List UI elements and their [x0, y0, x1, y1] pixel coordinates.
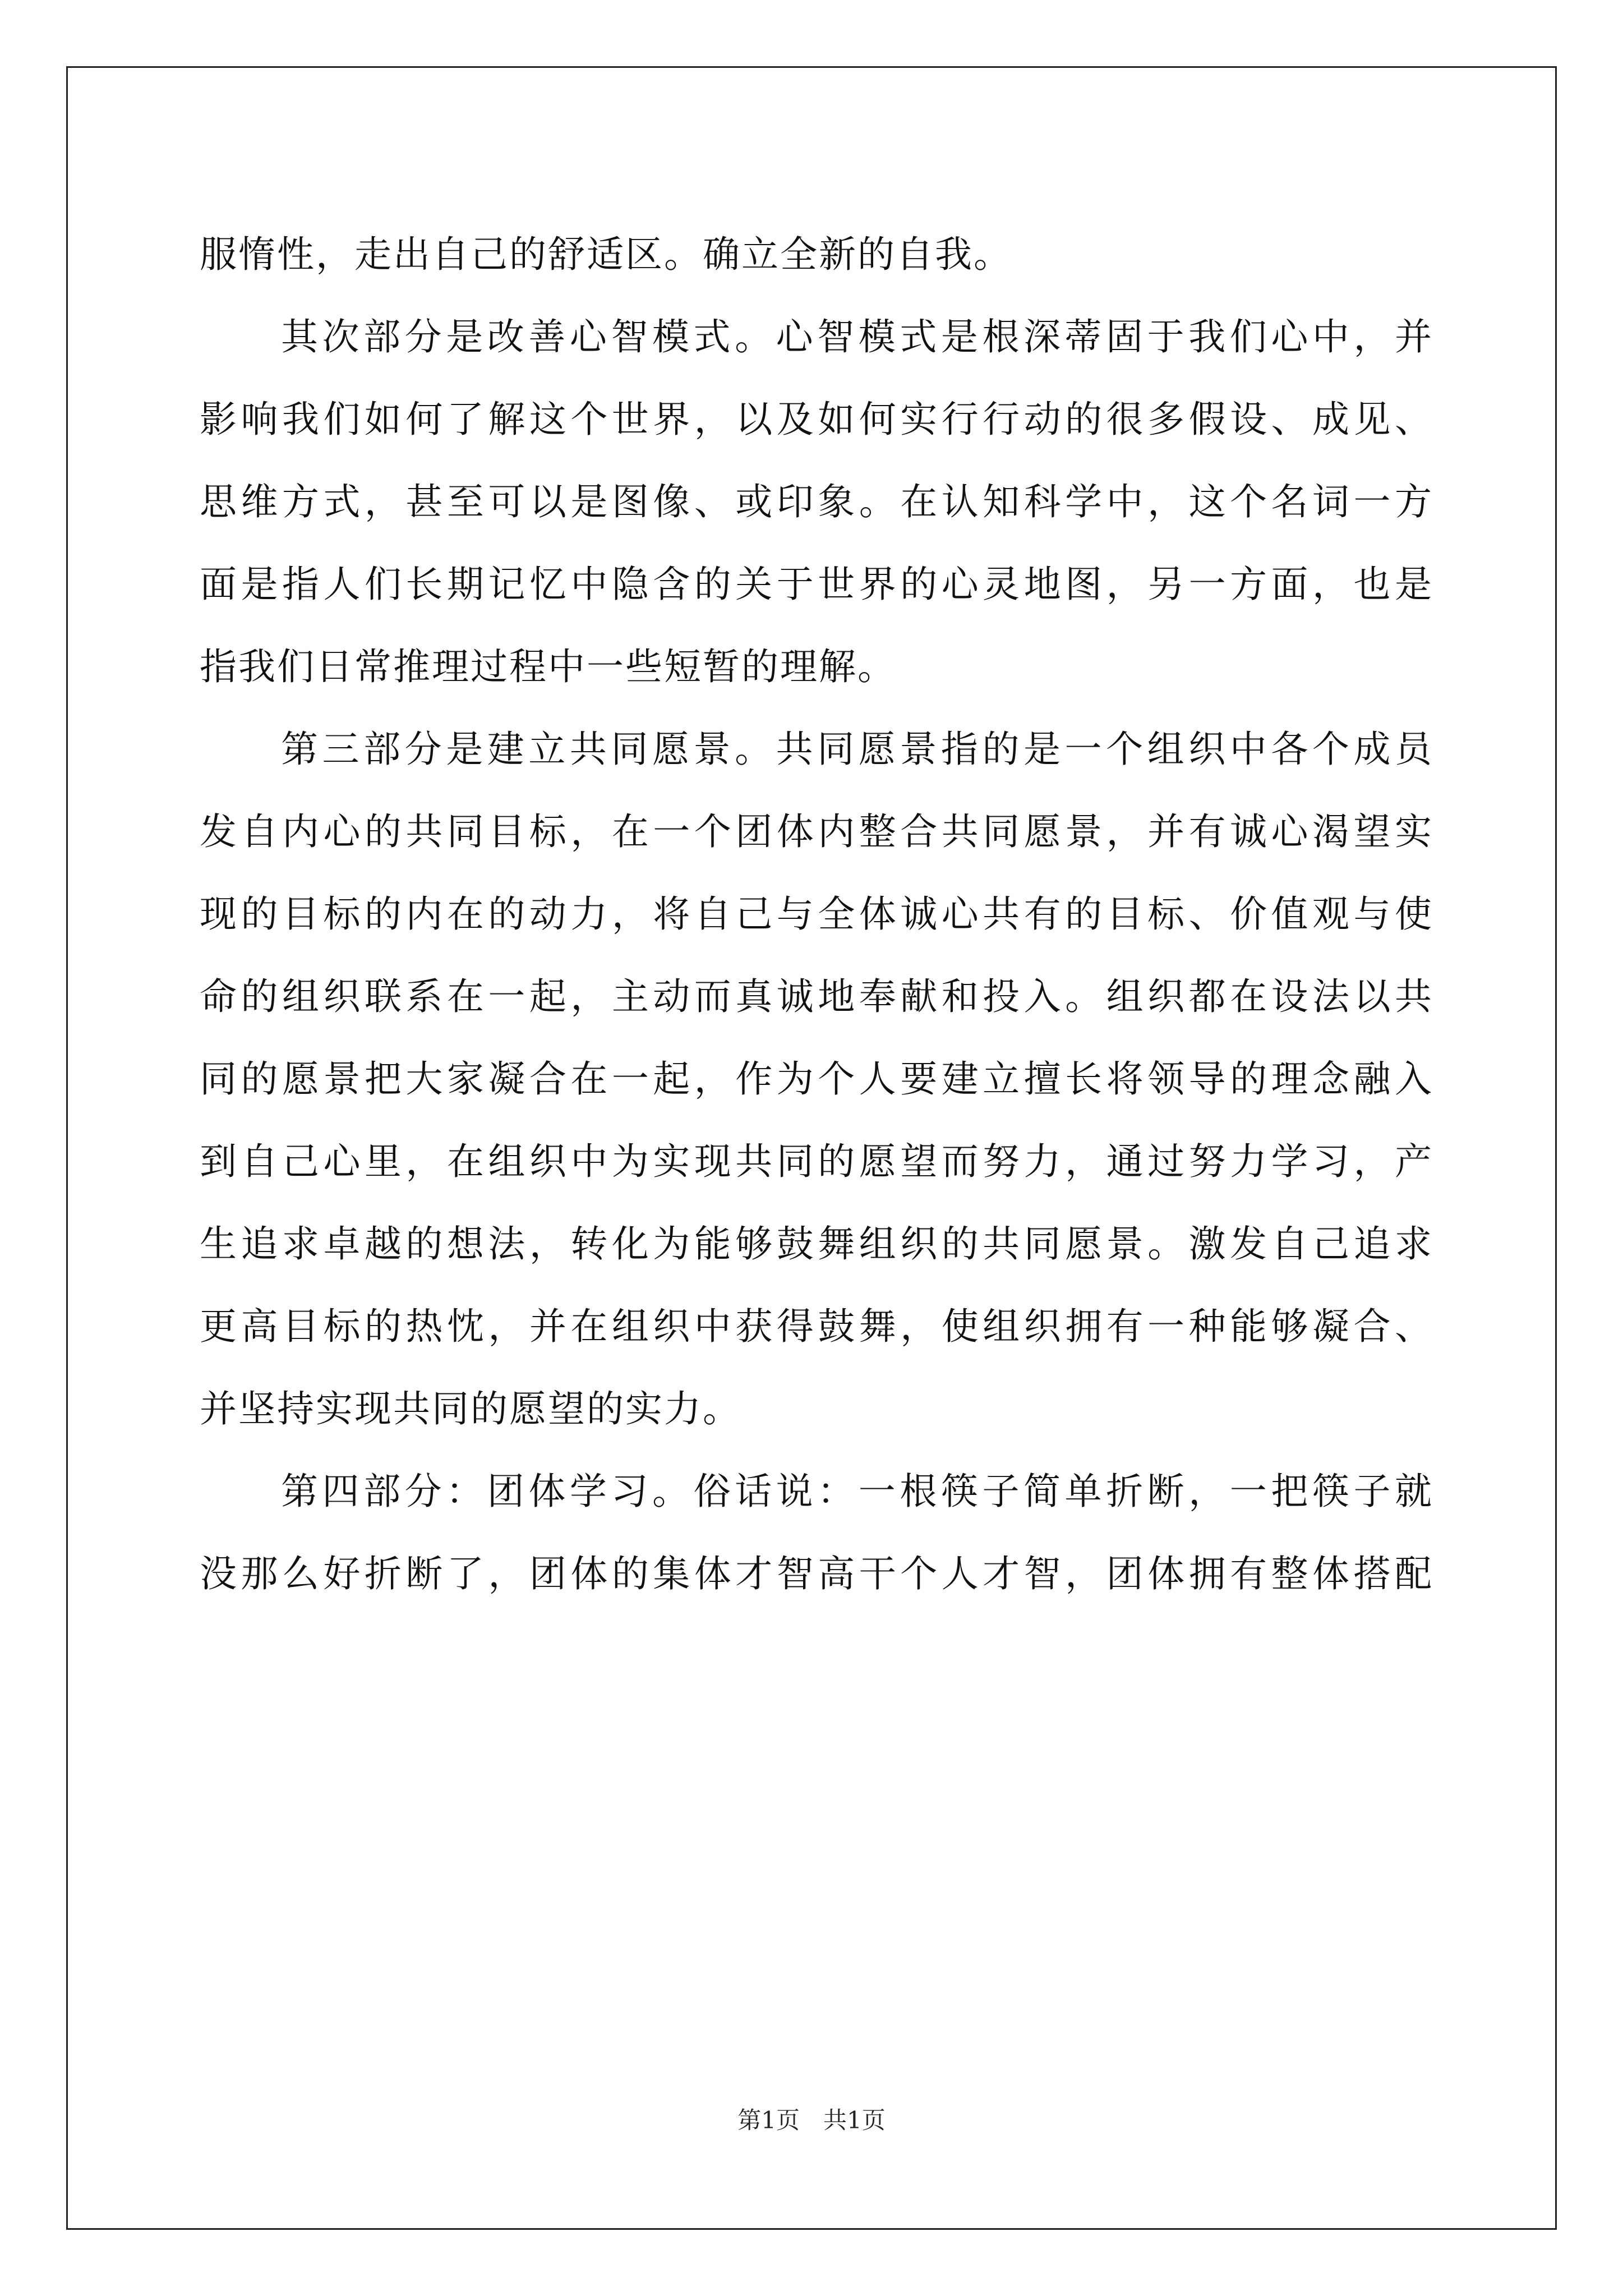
document-body: [200, 213, 1433, 1615]
paragraph-start-line: 其次部分是改善心智模式。心智模式是根深蒂固于我们心中，并: [281, 315, 1433, 358]
text-line: 命的组织联系在一起，主动而真诚地奉献和投入。组织都在设法以共: [200, 975, 1433, 1018]
text-line: 指我们日常推理过程中一些短暂的理解。: [200, 645, 896, 688]
text-line: 并坚持实现共同的愿望的实力。: [200, 1387, 741, 1430]
text-line: 到自己心里，在组织中为实现共同的愿望而努力，通过努力学习，产: [200, 1140, 1433, 1183]
text-line: 更高目标的热忱，并在组织中获得鼓舞，使组织拥有一种能够凝合、: [200, 1305, 1433, 1348]
text-line: 服惰性，走出自己的舒适区。确立全新的自我。: [200, 233, 1012, 276]
text-line: 影响我们如何了解这个世界，以及如何实行行动的很多假设、成见、: [200, 398, 1433, 441]
text-line: 同的愿景把大家凝合在一起，作为个人要建立擅长将领导的理念融入: [200, 1057, 1433, 1101]
paragraph-start-line: 第三部分是建立共同愿景。共同愿景指的是一个组织中各个成员: [281, 728, 1433, 771]
text-line: 生追求卓越的想法，转化为能够鼓舞组织的共同愿景。激发自己追求: [200, 1222, 1433, 1266]
text-line: 现的目标的内在的动力，将自己与全体诚心共有的目标、价值观与使: [200, 892, 1433, 936]
text-line: 发自内心的共同目标，在一个团体内整合共同愿景，并有诚心渴望实: [200, 810, 1433, 853]
text-line: 思维方式，甚至可以是图像、或印象。在认知科学中，这个名词一方: [200, 480, 1433, 523]
text-line: 面是指人们长期记忆中隐含的关于世界的心灵地图，另一方面，也是: [200, 563, 1433, 606]
page-footer: 第1页 共1页: [737, 2106, 886, 2134]
paragraph-start-line: 第四部分：团体学习。俗话说：一根筷子简单折断，一把筷子就: [281, 1470, 1433, 1513]
text-line: 没那么好折断了，团体的集体才智高干个人才智，团体拥有整体搭配: [200, 1552, 1433, 1595]
